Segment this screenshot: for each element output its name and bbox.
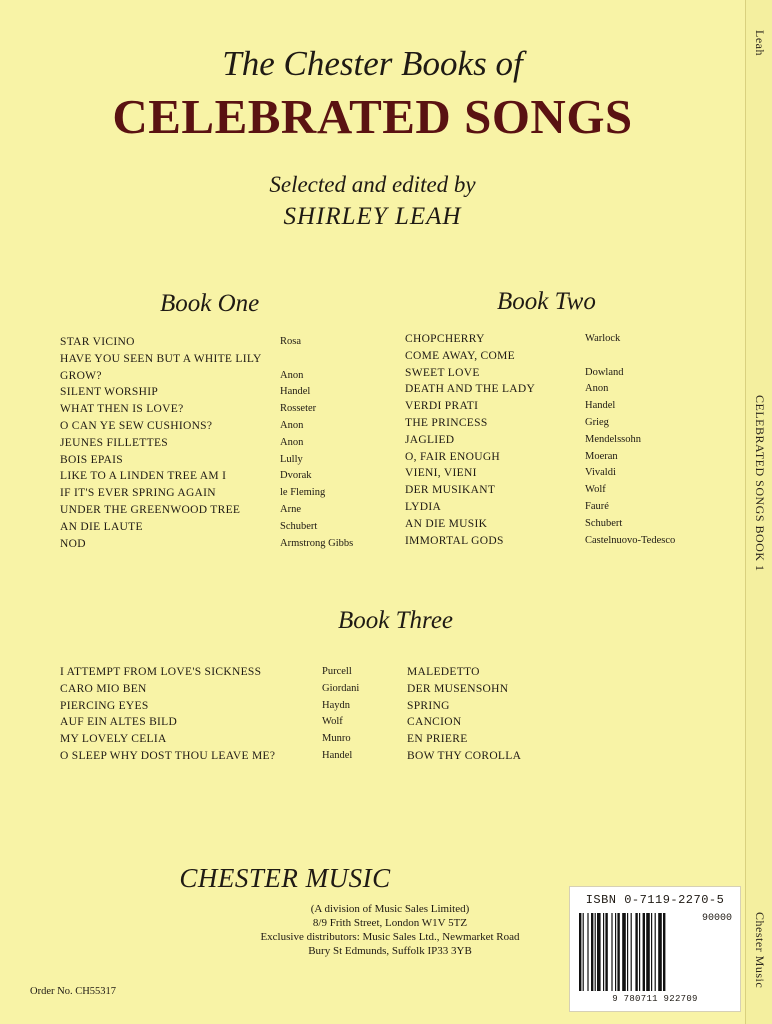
barcode-bar [615,913,616,991]
song-composer: Lully [280,453,303,465]
barcode-label [569,886,741,1012]
main-title: CELEBRATED SONGS [112,89,633,144]
song-title: UNDER THE GREENWOOD TREE [60,503,241,516]
book-three-song-list-right [407,664,607,765]
song-composer: Fauré [585,500,609,512]
song-composer: Anon [280,369,304,381]
list-item [60,452,390,469]
song-title: LIKE TO A LINDEN TREE AM I [60,470,227,483]
barcode-bar [635,913,637,991]
song-title: AUF EIN ALTES BILD [60,716,178,729]
barcode-bar [663,913,665,991]
song-title: BOIS EPAIS [60,453,123,466]
song-composer: Armstrong Gibbs [280,537,354,549]
list-item [60,351,390,385]
list-item [405,533,745,550]
barcode-addon: 90000 [701,913,732,924]
book-two-heading: Book Two [497,288,596,315]
song-composer: Dvorak [280,470,312,482]
ean-number: 9 780711 922709 [612,994,698,1004]
barcode-bar [617,913,619,991]
spine-author: Leah [753,30,767,56]
list-item [407,681,607,698]
song-composer: Wolf [585,484,606,496]
song-composer: Giordani [322,682,360,694]
song-title: DEATH AND THE LADY [405,383,536,396]
song-title: O, FAIR ENOUGH [405,450,501,463]
barcode-bar [639,913,640,991]
song-title: CANCION [407,716,462,729]
song-title: LYDIA [405,500,442,513]
barcode-bar [627,913,628,991]
list-item [405,348,745,382]
list-item [60,681,360,698]
barcode-bar [631,913,632,991]
song-composer: Handel [322,749,353,761]
list-item [407,664,607,681]
barcode-bar [579,913,581,991]
list-item [60,714,343,731]
barcode-bar [597,913,601,991]
song-composer: le Fleming [280,487,326,499]
song-title: HAVE YOU SEEN BUT A WHITE LILY GROW? [60,352,262,382]
book-one-heading: Book One [160,290,260,317]
spine-title: CELEBRATED SONGS BOOK 1 [753,395,767,572]
list-item [407,731,607,748]
barcode-bars [579,913,689,993]
publisher-address-block [205,902,575,958]
editor-name: SHIRLEY LEAH [283,203,462,230]
list-item [60,485,390,502]
song-title: THE PRINCESS [405,416,488,429]
song-composer: Castelnuovo-Tedesco [585,534,676,546]
song-composer: Warlock [585,333,621,344]
list-item [407,698,607,715]
song-composer: Haydn [322,699,350,711]
song-title: AN DIE MUSIK [405,517,488,530]
song-title: DER MUSENSOHN [407,682,509,695]
song-composer: Anon [280,436,304,448]
list-item [405,381,745,398]
song-composer: Rosseter [280,403,317,415]
barcode-bar [583,913,584,991]
song-composer: Handel [280,386,311,398]
song-title: PIERCING EYES [60,699,149,712]
barcode-bar [595,913,596,991]
list-item [405,499,745,516]
list-item [60,435,390,452]
song-title: VERDI PRATI [405,400,479,413]
book-two-song-list [405,331,745,549]
book-three-song-list [60,664,360,765]
book-three-heading: Book Three [338,607,454,634]
song-composer: Purcell [322,666,352,677]
list-item [60,536,390,553]
song-composer: Schubert [585,517,623,529]
song-title: JAGLIED [405,433,455,446]
list-item [405,482,745,499]
list-item [405,415,745,432]
song-composer: Schubert [280,520,318,532]
book-spine [745,0,772,1024]
song-title: MALEDETTO [407,666,480,678]
list-item [405,516,745,533]
song-title: O CAN YE SEW CUSHIONS? [60,419,213,432]
song-title: IMMORTAL GODS [405,534,504,547]
song-title: JEUNES FILLETTES [60,436,168,449]
song-title: NOD [60,537,86,550]
song-title: VIENI, VIENI [405,467,477,480]
publisher-name: CHESTER MUSIC [179,863,391,893]
series-title: The Chester Books of [222,44,523,83]
barcode-bar [603,913,604,991]
barcode-bar [651,913,652,991]
song-composer: Grieg [585,416,609,428]
list-item [405,432,745,449]
barcode-bar [622,913,626,991]
song-composer: Wolf [322,716,343,728]
song-composer: Dowland [585,366,624,378]
barcode-bar [643,913,645,991]
barcode-bar [605,913,607,991]
song-composer: Munro [322,733,351,745]
list-item [60,748,353,765]
song-title: STAR VICINO [60,336,135,348]
song-composer: Moeran [585,450,618,462]
barcode-bar [591,913,593,991]
song-title: EN PRIERE [407,733,468,746]
list-item [60,384,390,401]
song-title: O SLEEP WHY DOST THOU LEAVE ME? [60,749,276,762]
song-title: SPRING [407,699,450,712]
song-title: AN DIE LAUTE [60,520,143,533]
list-item [60,664,352,681]
barcode-bar [655,913,656,991]
barcode-bar [646,913,650,991]
list-item [60,334,390,351]
song-composer: Vivaldi [585,467,616,479]
distributors-line: Exclusive distributors: Music Sales Ltd., Newmarket Road [260,931,520,943]
list-item [60,502,390,519]
song-title: MY LOVELY CELIA [60,733,167,746]
distributors-address: Bury St Edmunds, Suffolk IP33 3YB [308,945,472,957]
list-item [407,748,607,765]
publisher-address: 8/9 Frith Street, London W1V 5TZ [312,917,468,929]
song-title: BOW THY COROLLA [407,749,522,762]
spine-publisher: Chester Music [753,912,767,989]
song-title: SILENT WORSHIP [60,386,159,399]
barcode-bar [611,913,612,991]
song-title: IF IT'S EVER SPRING AGAIN [60,487,216,500]
song-title: DER MUSIKANT [405,484,496,497]
song-title: I ATTEMPT FROM LOVE'S SICKNESS [60,666,262,678]
song-title: CHOPCHERRY [405,333,485,345]
song-title: CARO MIO BEN [60,682,147,695]
list-item [60,698,350,715]
list-item [407,714,607,731]
song-composer: Handel [585,400,616,412]
barcode-bar [587,913,588,991]
publisher-division: (A division of Music Sales Limited) [310,903,470,915]
list-item [60,731,351,748]
song-composer: Arne [280,503,301,515]
song-title: COME AWAY, COME SWEET LOVE [405,349,515,379]
book-one-song-list [60,334,390,552]
list-item [405,398,745,415]
list-item [60,468,390,485]
song-title: WHAT THEN IS LOVE? [60,403,184,416]
barcode-bar [658,913,662,991]
list-item [405,331,745,348]
song-composer: Mendelssohn [585,433,641,445]
isbn-text: ISBN 0-7119-2270-5 [585,893,725,907]
list-item [60,401,390,418]
song-composer: Rosa [280,336,301,347]
order-number: Order No. CH55317 [30,986,117,997]
song-composer: Anon [585,383,609,395]
editor-line: Selected and edited by [269,172,476,197]
song-composer: Anon [280,419,304,431]
list-item [60,519,390,536]
list-item [405,449,745,466]
list-item [60,418,390,435]
list-item [405,465,745,482]
